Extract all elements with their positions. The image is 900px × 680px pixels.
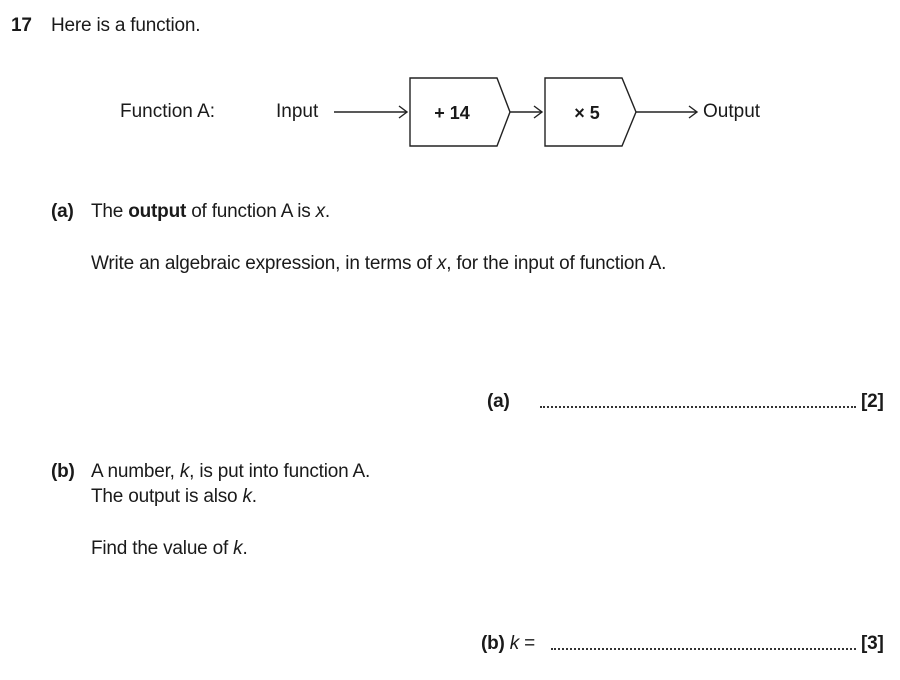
part-b-instruction: Find the value of k.: [91, 538, 248, 559]
marks-b: [3]: [861, 633, 884, 654]
question-number: 17: [11, 15, 32, 36]
answer-a-line[interactable]: [540, 406, 856, 408]
answer-a-label: (a): [487, 391, 510, 412]
marks-a: [2]: [861, 391, 884, 412]
arrow-output: [636, 106, 697, 118]
part-a-instruction: Write an algebraic expression, in terms of x, for the input of function A.: [91, 253, 667, 274]
part-b-label: (b): [51, 461, 75, 482]
question-intro: Here is a function.: [51, 15, 201, 36]
output-label: Output: [703, 101, 761, 122]
function-diagram: [0, 70, 900, 160]
answer-b-label: (b) k =: [481, 633, 536, 654]
step2-text: × 5: [574, 103, 600, 123]
answer-b-line[interactable]: [551, 648, 856, 650]
step1-text: + 14: [434, 103, 470, 123]
part-b-statement-2: The output is also k.: [91, 486, 257, 507]
arrow-input: [334, 106, 407, 118]
part-a-label: (a): [51, 201, 74, 222]
input-label: Input: [276, 101, 319, 122]
part-b-statement-1: A number, k, is put into function A.: [91, 461, 371, 482]
function-label: Function A:: [120, 101, 216, 122]
part-a-statement: The output of function A is x.: [91, 201, 330, 222]
arrow-middle: [510, 106, 542, 118]
